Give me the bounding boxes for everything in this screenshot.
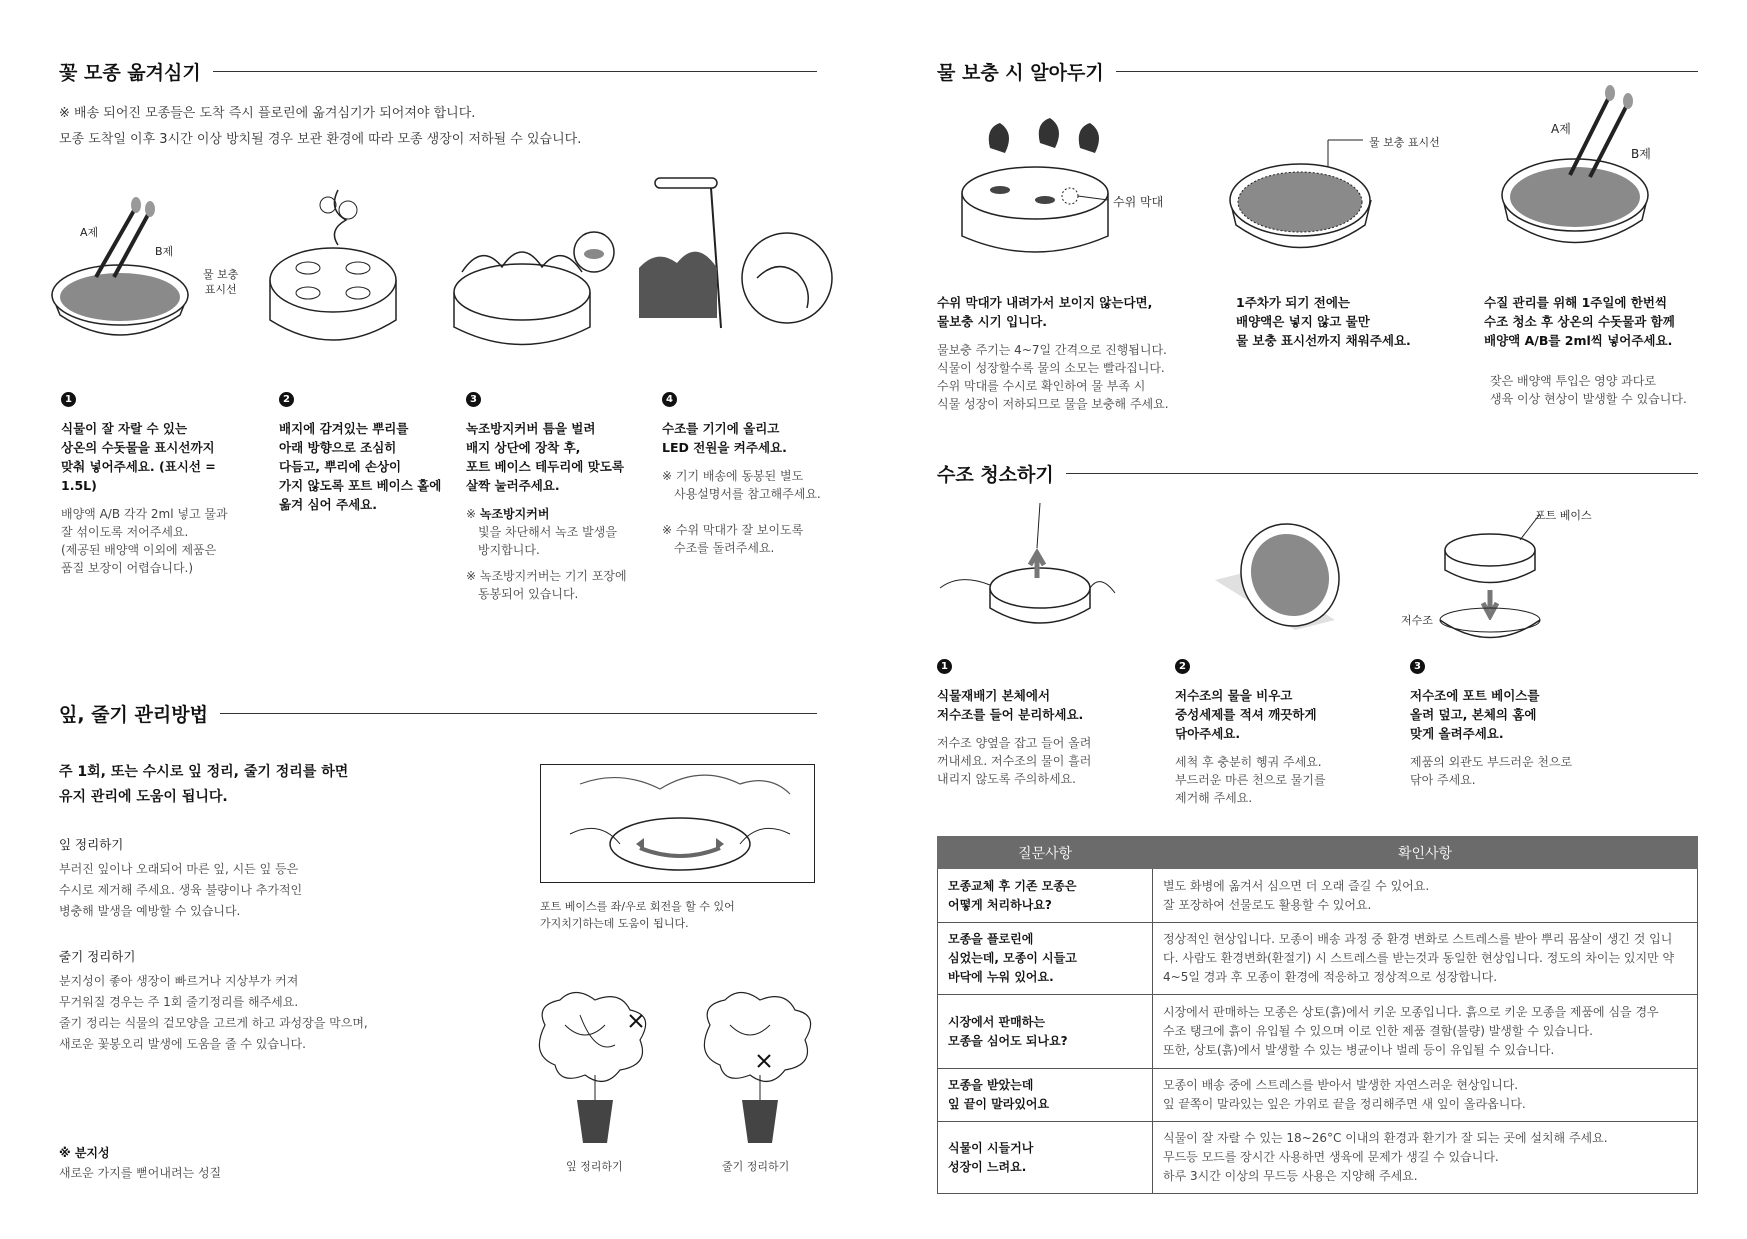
water-line-bowl-illustration <box>1228 145 1373 260</box>
transplant-note-1: ※ 배송 되어진 모종들은 도착 즉시 플로린에 옮겨심기가 되어져야 합니다. <box>59 106 476 121</box>
water-title-text: 물 보충 시 알아두기 <box>937 62 1104 84</box>
nutrient-bowl-illustration <box>1500 85 1650 265</box>
step-4-note-1: ※ 기기 배송에 동봉된 별도 사용설명서를 참고해주세요. <box>662 469 821 501</box>
faq-answer: 정상적인 현상입니다. 모종이 배송 과정 중 환경 변화로 스트레스를 받아 뿌리 몸살이 생긴 것 입니 다. 사람도 환경변화(환절기) 시 스트레스를 받는것과 동일한 현상입니다. 정도의 차이는 있지만 약 4~5일 경과 후 모종이 환경에 적응하고 정상적으로 성장합니다. <box>1153 923 1698 995</box>
clean-step-1 <box>937 659 1157 788</box>
transplant-step-3 <box>466 392 646 603</box>
step-3-bold: 녹조방지커버 틈을 벌려 배지 상단에 장착 후, 포트 베이스 테두리에 맞도록 살짝 눌러주세요. <box>466 421 624 493</box>
water-col3-text: 잦은 배양액 투입은 영양 과다로 생육 이상 현상이 발생할 수 있습니다. <box>1490 374 1687 406</box>
stem-care-title: 줄기 정리하기 <box>59 949 136 964</box>
step-1-text: 배양액 A/B 각각 2ml 넣고 물과 잘 섞이도록 저어주세요. (제공된 배양액 이외에 제품은 품질 보장이 어렵습니다.) <box>61 507 228 575</box>
label-tank: 저수조 <box>1401 614 1433 627</box>
transplant-note-2: 모종 도착일 이후 3시간 이상 방치될 경우 보관 환경에 따라 모종 생장이 저하될 수 있습니다. <box>59 132 582 147</box>
label-pot-base: 포트 베이스 <box>1535 509 1592 522</box>
table-row <box>938 1122 1698 1194</box>
reassemble-illustration <box>1440 530 1560 650</box>
clean-section-title <box>937 460 1698 487</box>
faq-answer: 시장에서 판매하는 모종은 상토(흙)에서 키운 모종입니다. 흙으로 키운 모종을 제품에 심을 경우 수조 탱크에 흙이 유입될 수 있으며 이로 인한 제품 결함(불량) 발생할 수 있습니다. 또한, 상토(흙)에서 발생할 수 있는 병균이나 벌레 등이 유입될 수 있습니다. <box>1153 995 1698 1069</box>
leaf-care-title: 잎 정리하기 <box>59 837 124 852</box>
clean-step-3-bold: 저수조에 포트 베이스를 올려 덮고, 본체의 홈에 맞게 올려주세요. <box>1410 688 1540 741</box>
water-col3-bold: 수질 관리를 위해 1주일에 한번씩 수조 청소 후 상온의 수돗물과 함께 배양액 A/B를 2ml씩 넣어주세요. <box>1484 295 1675 348</box>
label-b-agent: B제 <box>155 245 174 258</box>
transplant-section-title <box>59 58 817 85</box>
transplant-title-text: 꽃 모종 옮겨심기 <box>59 62 201 84</box>
step-4-note-1-text: 기기 배송에 동봉된 별도 사용설명서를 참고해주세요. <box>674 469 821 501</box>
faq-answer: 모종이 배송 중에 스트레스를 받아서 발생한 자연스러운 현상입니다. 잎 끝쪽이 말라있는 잎은 가위로 끝을 정리해주면 새 잎이 올라옵니다. <box>1153 1069 1698 1122</box>
label-b-agent-right: B제 <box>1631 147 1651 161</box>
faq-answer: 식물이 잘 자랄 수 있는 18~26°C 이내의 환경과 환기가 잘 되는 곳에 설치해 주세요. 무드등 모드를 장시간 사용하면 생육에 문제가 생길 수 있습니다. 하루 3시간 이상의 무드등 사용은 지양해 주세요. <box>1153 1122 1698 1194</box>
step-4-bold: 수조를 기기에 올리고 LED 전원을 켜주세요. <box>662 421 787 455</box>
stem-trim-illustration <box>690 985 830 1145</box>
water-stick-illustration <box>960 118 1110 263</box>
faq-header-row <box>938 837 1698 869</box>
leaf-section-title <box>59 700 817 727</box>
faq-question: 모종을 플로린에 심었는데, 모종이 시들고 바닥에 누워 있어요. <box>938 923 1153 995</box>
step-3-note: ※ 녹조방지커버는 기기 포장에 동봉되어 있습니다. <box>466 569 627 601</box>
step-number-badge: 3 <box>1410 659 1425 674</box>
step-3-sub: ※ 녹조방지커버 빛을 차단해서 녹조 발생을 방지합니다. <box>466 507 617 557</box>
lift-tank-illustration <box>940 503 1115 643</box>
faq-header-question: 질문사항 <box>938 837 1153 869</box>
faq-question: 시장에서 판매하는 모종을 심어도 되나요? <box>938 995 1153 1069</box>
step-4-note-2: ※ 수위 막대가 잘 보이도록 수조를 돌려주세요. <box>662 523 804 555</box>
table-row <box>938 869 1698 923</box>
pot-base-illustration <box>268 190 398 360</box>
step-3-sub-title: 녹조방지커버 <box>479 507 550 521</box>
footnote-title-text: 분지성 <box>74 1146 110 1160</box>
clean-step-1-bold: 식물재배기 본체에서 저수조를 들어 분리하세요. <box>937 688 1084 722</box>
step-3-note-text: 녹조방지커버는 기기 포장에 동봉되어 있습니다. <box>478 569 627 601</box>
leaf-title-text: 잎, 줄기 관리방법 <box>59 704 208 726</box>
clean-step-2 <box>1175 659 1395 807</box>
leaf-care-text: 부러진 잎이나 오래되어 마른 잎, 시든 잎 등은 수시로 제거해 주세요. 생육 불량이나 추가적인 병충해 발생을 예방할 수 있습니다. <box>59 862 303 918</box>
faq-question: 모종교체 후 기존 모종은 어떻게 처리하나요? <box>938 869 1153 923</box>
step-number-badge: 1 <box>61 392 76 407</box>
faq-question: 모종을 받았는데 잎 끝이 말라있어요 <box>938 1069 1153 1122</box>
table-row <box>938 1069 1698 1122</box>
step-3-sub-text: 빛을 차단해서 녹조 발생을 방지합니다. <box>478 525 617 557</box>
transplant-step-4 <box>662 392 842 557</box>
leaf-trim-illustration <box>525 985 665 1145</box>
table-row <box>938 923 1698 995</box>
water-section-title <box>937 58 1698 85</box>
bowl-dropper-illustration <box>50 195 190 345</box>
water-col1-bold: 수위 막대가 내려가서 보이지 않는다면, 물보충 시기 입니다. <box>937 295 1153 329</box>
led-lamp-illustration <box>637 178 837 378</box>
label-water-line: 물 보충 표시선 <box>203 268 239 296</box>
rotate-pot-illustration <box>540 764 815 884</box>
rotate-caption: 포트 베이스를 좌/우로 회전을 할 수 있어 가지치기하는데 도움이 됩니다. <box>540 900 735 930</box>
transplant-step-2 <box>279 392 459 514</box>
step-number-badge: 2 <box>279 392 294 407</box>
step-4-note-2-text: 수위 막대가 잘 보이도록 수조를 돌려주세요. <box>674 523 804 555</box>
label-a-agent: A제 <box>80 226 99 239</box>
clean-step-2-text: 세척 후 충분히 헹궈 주세요. 부드러운 마른 천으로 물기를 제거해 주세요. <box>1175 755 1326 805</box>
table-row <box>938 995 1698 1069</box>
caption-stem-trim: 줄기 정리하기 <box>722 1160 790 1173</box>
clean-title-text: 수조 청소하기 <box>937 464 1054 486</box>
clean-step-3 <box>1410 659 1630 789</box>
wash-tank-illustration <box>1175 520 1345 640</box>
clean-step-2-bold: 저수조의 물을 비우고 중성세제를 적셔 깨끗하게 닦아주세요. <box>1175 688 1317 741</box>
faq-table <box>937 836 1698 1194</box>
footnote-title: ※ 분지성 <box>59 1146 110 1160</box>
step-number-badge: 4 <box>662 392 677 407</box>
clean-step-3-text: 제품의 외관도 부드러운 천으로 닦아 주세요. <box>1410 755 1573 787</box>
label-water-line-right: 물 보충 표시선 <box>1369 136 1440 149</box>
faq-answer: 별도 화병에 옮겨서 심으면 더 오래 즐길 수 있어요. 잘 포장하여 선물로도 활용할 수 있어요. <box>1153 869 1698 923</box>
stem-care-text: 분지성이 좋아 생장이 빠르거나 지상부가 커져 무거워질 경우는 주 1회 줄기정리를 해주세요. 줄기 정리는 식물의 겉모양을 고르게 하고 과성장을 막으며, 새로운 꽃봉오리 발생에 도움을 줄 수 있습니다. <box>59 974 368 1051</box>
water-col2-bold: 1주차가 되기 전에는 배양액은 넣지 않고 물만 물 보충 표시선까지 채워주세요. <box>1236 295 1411 348</box>
algae-cover-illustration <box>452 232 617 362</box>
step-number-badge: 3 <box>466 392 481 407</box>
footnote-text: 새로운 가지를 뻗어내려는 성질 <box>59 1166 222 1180</box>
step-number-badge: 2 <box>1175 659 1190 674</box>
step-1-bold: 식물이 잘 자랄 수 있는 상온의 수돗물을 표시선까지 맞춰 넣어주세요. (표시선 = 1.5L) <box>61 421 216 493</box>
label-a-agent-right: A제 <box>1551 122 1571 136</box>
faq-header-answer: 확인사항 <box>1153 837 1698 869</box>
leaf-intro: 주 1회, 또는 수시로 잎 정리, 줄기 정리를 하면 유지 관리에 도움이 됩니다. <box>59 764 349 805</box>
faq-question: 식물이 시들거나 성장이 느려요. <box>938 1122 1153 1194</box>
label-water-stick: 수위 막대 <box>1113 195 1164 209</box>
step-number-badge: 1 <box>937 659 952 674</box>
clean-step-1-text: 저수조 양옆을 잡고 들어 올려 꺼내세요. 저수조의 물이 흘러 내리지 않도록 주의하세요. <box>937 736 1092 786</box>
transplant-step-1 <box>61 392 251 577</box>
step-2-bold: 배지에 감겨있는 뿌리를 아래 방향으로 조심히 다듬고, 뿌리에 손상이 가지 않도록 포트 베이스 홀에 옮겨 심어 주세요. <box>279 421 442 512</box>
water-col1-text: 물보충 주기는 4~7일 간격으로 진행됩니다. 식물이 성장할수록 물의 소모는 빨라집니다. 수위 막대를 수시로 확인하여 물 부족 시 식물 성장이 저하되므로 물을 보충해 주세요. <box>937 343 1169 411</box>
caption-leaf-trim: 잎 정리하기 <box>566 1160 623 1173</box>
